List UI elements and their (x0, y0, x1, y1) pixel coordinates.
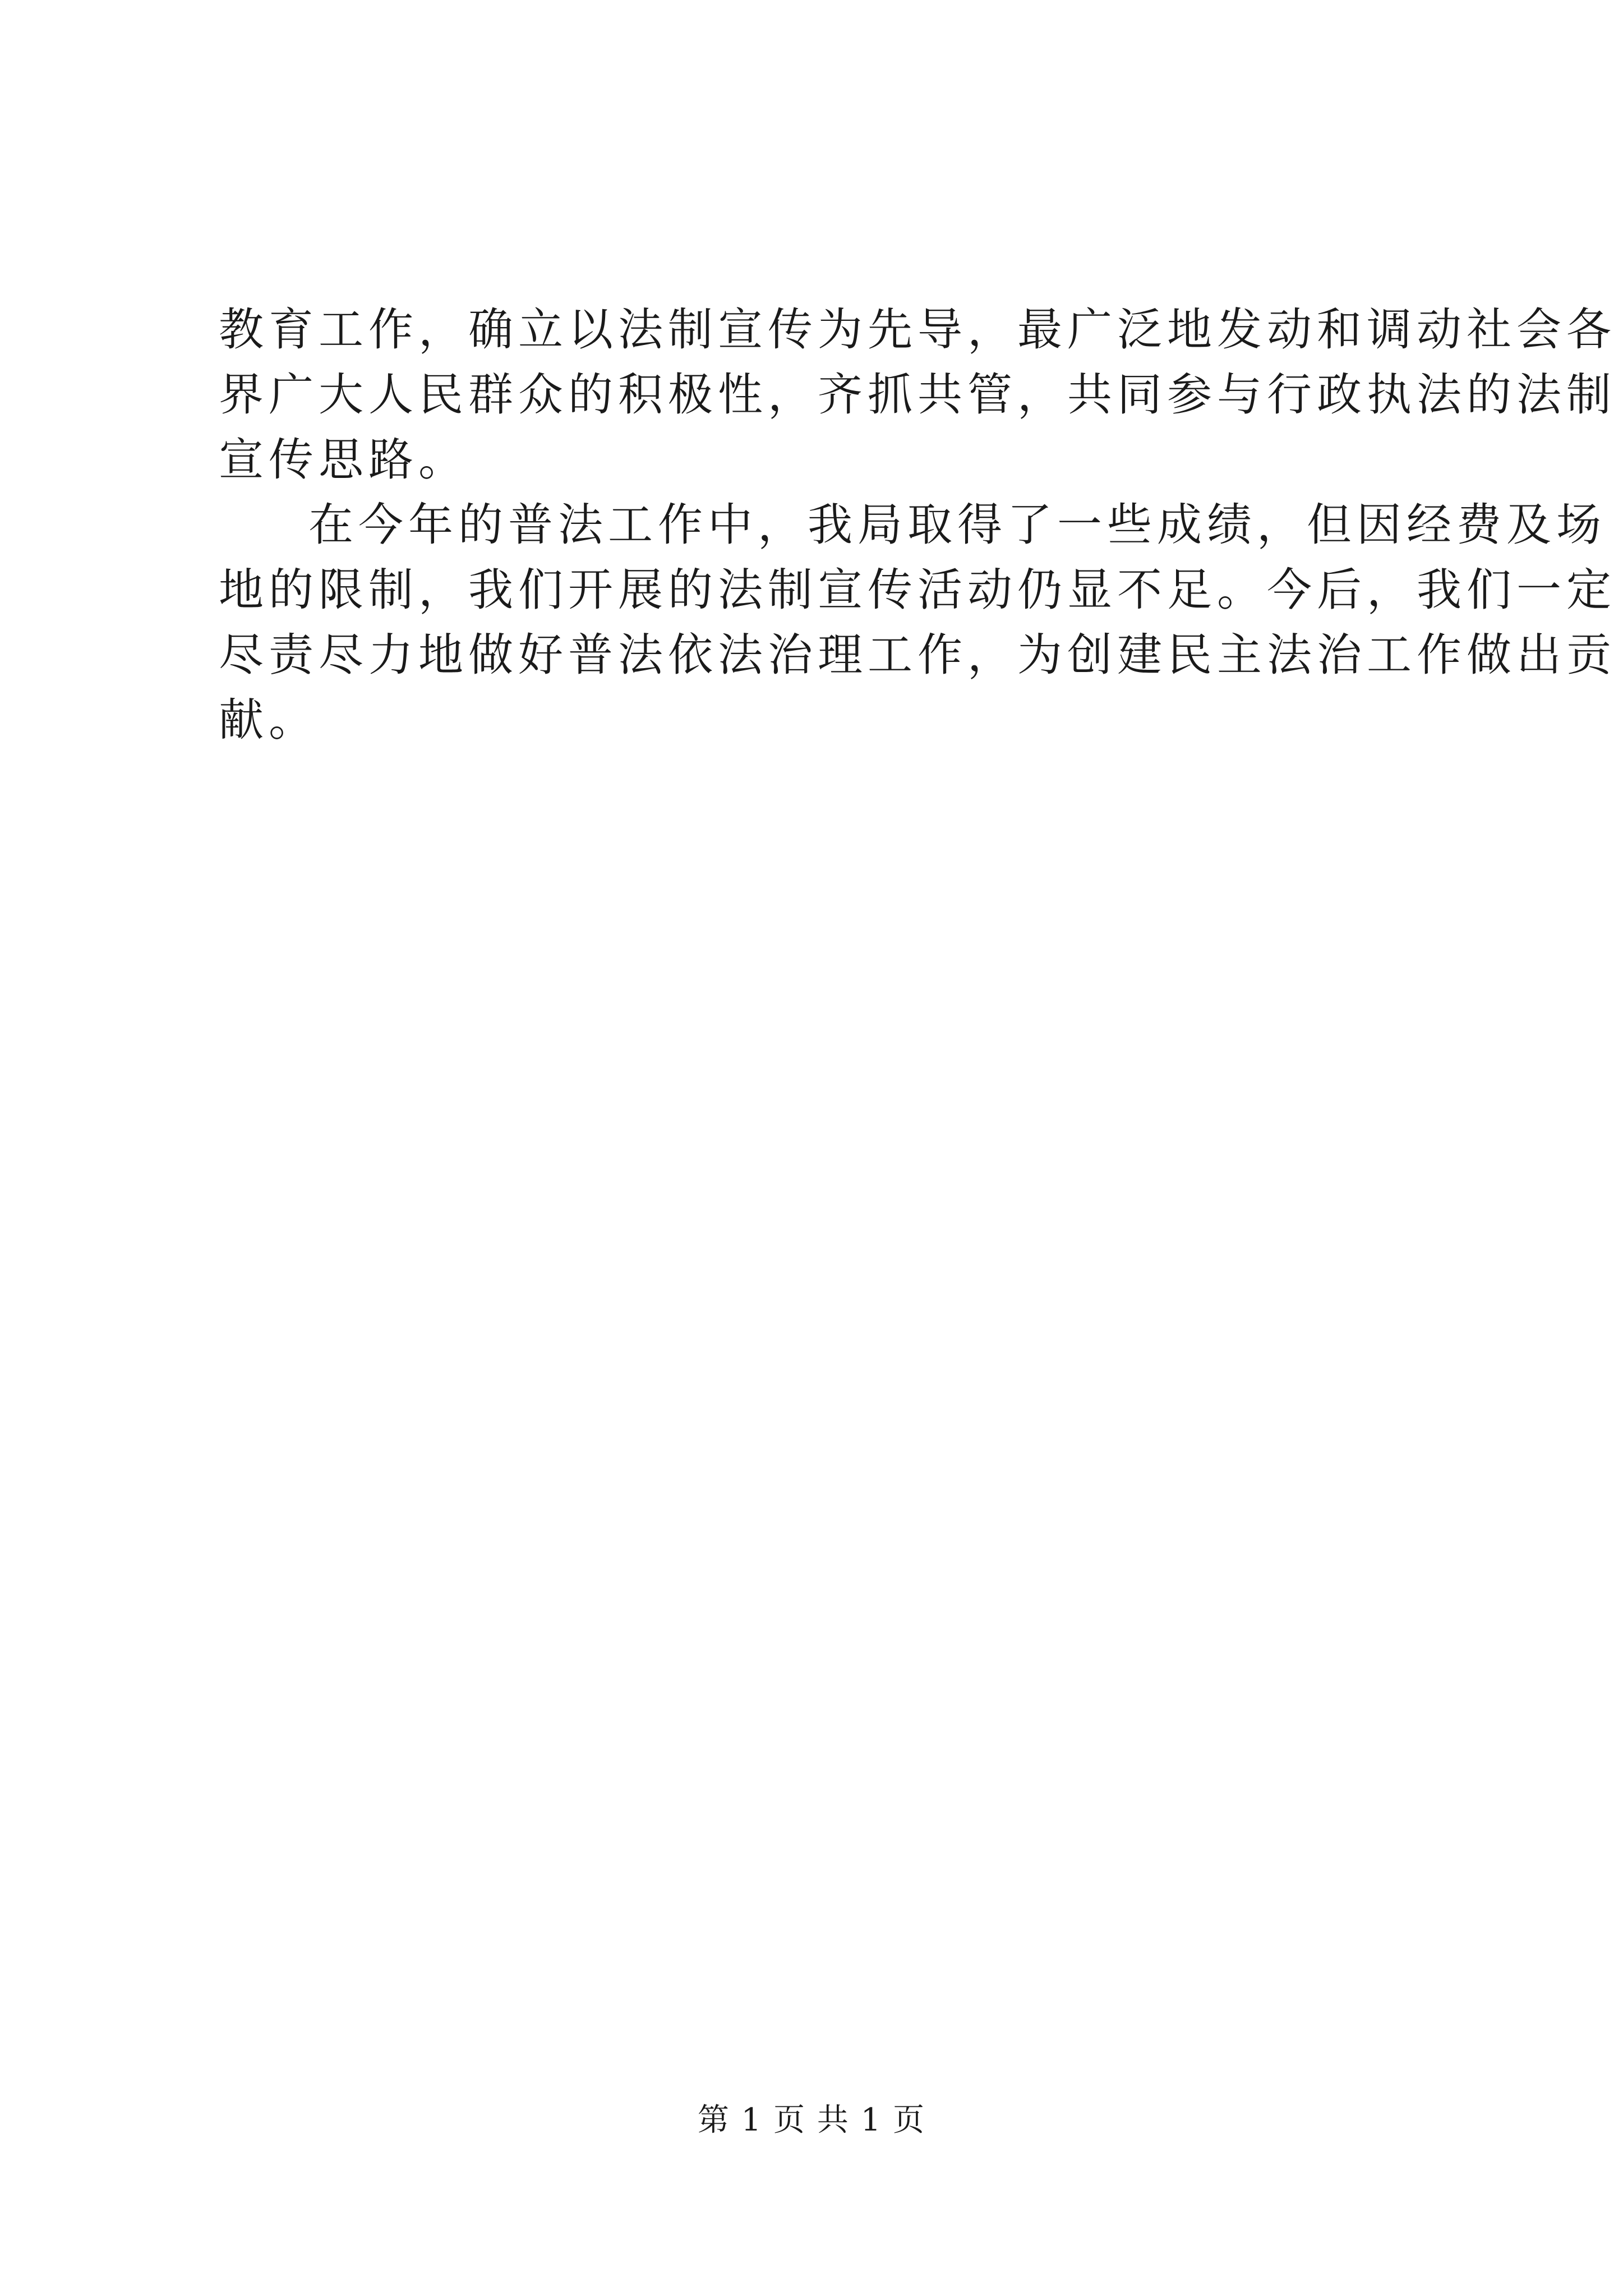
document-body (219, 297, 1616, 753)
paragraph-line: 界广大人民群众的积极性，齐抓共管，共同参与行政执法的法制 (219, 369, 1616, 421)
paragraph-line: 在今年的普法工作中，我局取得了一些成绩，但因经费及场 (308, 499, 1606, 551)
paragraph-2 (219, 493, 1616, 753)
page-footer (0, 2101, 1623, 2140)
paragraph-line: 宣传思路。 (219, 434, 468, 486)
paragraph-line: 地的限制，我们开展的法制宣传活动仍显不足。今后，我们一定 (219, 564, 1616, 616)
paragraph-1 (219, 297, 1616, 493)
page-number: 第 1 页 共 1 页 (697, 2102, 926, 2138)
paragraph-line: 献。 (219, 694, 319, 746)
paragraph-line: 尽责尽力地做好普法依法治理工作，为创建民主法治工作做出贡 (219, 629, 1616, 681)
paragraph-line: 教育工作，确立以法制宣传为先导，最广泛地发动和调动社会各 (219, 303, 1616, 356)
